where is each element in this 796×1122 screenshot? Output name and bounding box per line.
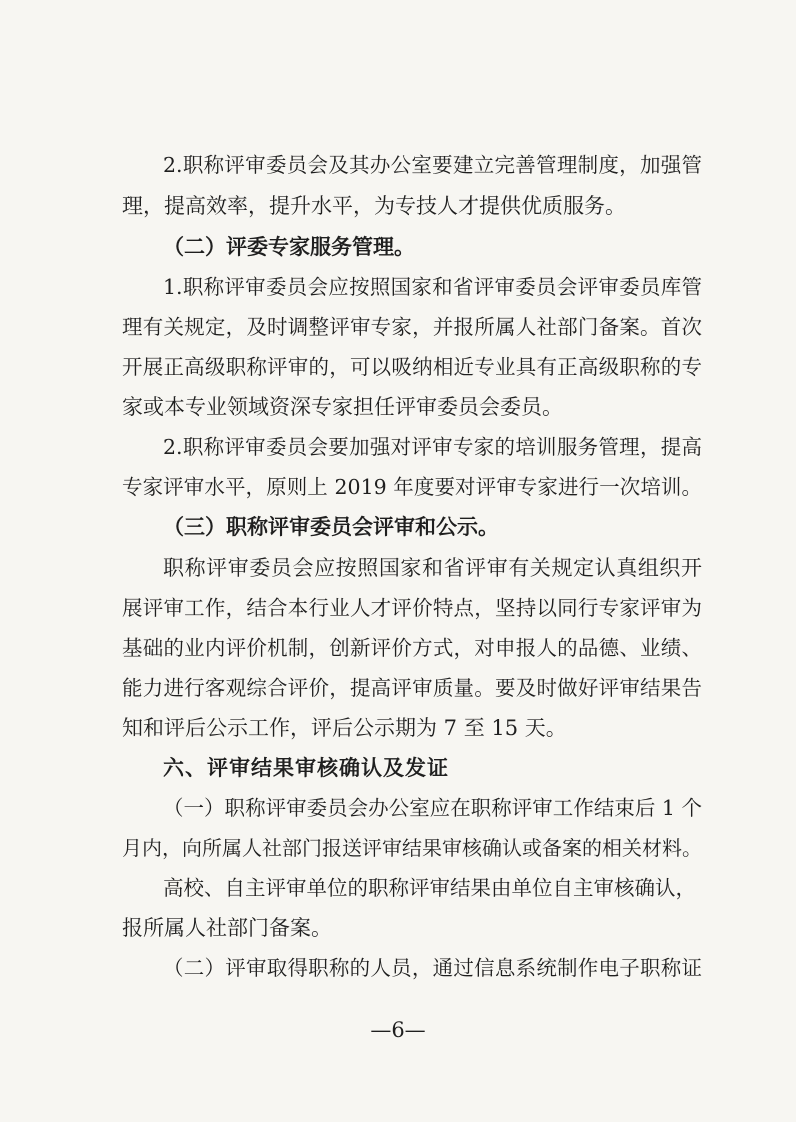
paragraph-line: 职称评审委员会应按照国家和省评审有关规定认真组织开 <box>163 556 702 580</box>
paragraph-line: 2.职称评审委员会及其办公室要建立完善管理制度，加强管 <box>163 153 702 177</box>
paragraph-line: 报所属人社部门备案。 <box>122 916 332 940</box>
paragraph-line: 专家评审水平，原则上 2019 年度要对评审专家进行一次培训。 <box>122 475 702 499</box>
paragraph-line: 家或本专业领域资深专家担任评审委员会委员。 <box>122 395 563 419</box>
paragraph-line: 月内，向所属人社部门报送评审结果审核确认或备案的相关材料。 <box>122 836 702 860</box>
paragraph-line: 理，提高效率，提升水平，为专技人才提供优质服务。 <box>122 194 626 218</box>
section-heading: 六、评审结果审核确认及发证 <box>163 755 449 780</box>
subsection-heading: （二）评委专家服务管理。 <box>163 234 415 259</box>
paragraph-line: 理有关规定，及时调整评审专家，并报所属人社部门备案。首次 <box>122 315 702 339</box>
paragraph-line: 能力进行客观综合评价，提高评审质量。要及时做好评审结果告 <box>122 676 702 700</box>
paragraph-line: （一）职称评审委员会办公室应在职称评审工作结束后 1 个 <box>163 796 702 820</box>
paragraph-line: 基础的业内评价机制，创新评价方式，对申报人的品德、业绩、 <box>122 636 702 660</box>
paragraph-line: 高校、自主评审单位的职称评审结果由单位自主审核确认， <box>163 876 696 900</box>
subsection-heading: （三）职称评审委员会评审和公示。 <box>163 514 499 539</box>
page-number: —6— <box>370 1018 426 1042</box>
paragraph-line: 1.职称评审委员会应按照国家和省评审委员会评审委员库管 <box>163 275 702 299</box>
paragraph-line: （二）评审取得职称的人员，通过信息系统制作电子职称证 <box>163 956 702 980</box>
paragraph-line: 展评审工作，结合本行业人才评价特点，坚持以同行专家评审为 <box>122 596 702 620</box>
paragraph-line: 开展正高级职称评审的，可以吸纳相近专业具有正高级职称的专 <box>122 355 702 379</box>
paragraph-line: 2.职称评审委员会要加强对评审专家的培训服务管理，提高 <box>163 435 702 459</box>
paragraph-line: 知和评后公示工作，评后公示期为 7 至 15 天。 <box>122 716 567 740</box>
